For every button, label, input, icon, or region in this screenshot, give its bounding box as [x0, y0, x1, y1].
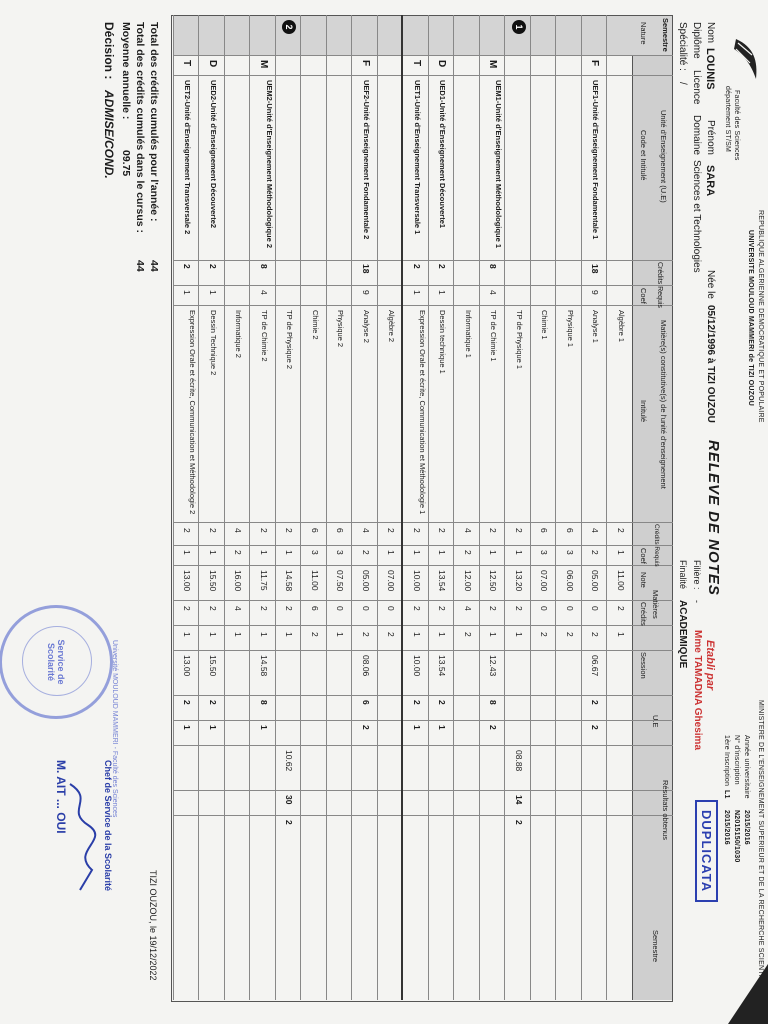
cell-ue: UEM1-Unité d'Enseignement Méthodologique 1: [494, 80, 504, 249]
cell-note: 05.00: [361, 570, 371, 592]
cell-mat: Analyse 2: [362, 310, 371, 343]
cell-ses: 2: [361, 632, 371, 637]
cell-s-cr: 30: [284, 795, 295, 805]
place-date: TIZI OUZOU, le 19/12/2022: [148, 870, 158, 981]
row-separator: [224, 15, 225, 1000]
cell-ses: 1: [182, 632, 193, 637]
header-semestre-group: Semestre: [651, 930, 660, 963]
university-logo-icon: [730, 35, 762, 83]
cell-mat: Algèbre 1: [617, 310, 626, 343]
cell-cr: 2: [284, 528, 295, 533]
col-divider: [173, 600, 673, 601]
cell-ue-coef: 4: [259, 290, 269, 295]
cell-mcr: 2: [616, 606, 626, 611]
cell-cr: 2: [182, 528, 193, 533]
header-credits-requis-2: Crédits Requis: [653, 524, 660, 567]
cell-mat: TP de Chimie 1: [489, 310, 499, 362]
header-matieres-group: Matières: [651, 590, 660, 619]
cell-coef: 2: [233, 550, 244, 555]
cell-cr: 2: [386, 528, 397, 533]
header-intitule: Intitulé: [639, 400, 648, 423]
header-note: Note: [639, 572, 648, 588]
row-separator: [173, 15, 174, 1000]
cell-coef: 3: [335, 550, 346, 555]
cell-mat: Dessin technique 1: [438, 310, 448, 374]
row-separator: [505, 15, 506, 1000]
cell-ue-coef: 1: [182, 290, 193, 295]
header-code: Code et Intitulé: [639, 130, 648, 181]
cell-mcr: 0: [539, 606, 550, 611]
cell-nat: M: [487, 60, 499, 69]
cell-mat: Expression Orale et écrite, Communication et Méthodologie 1: [418, 310, 427, 515]
cell-mat: Analyse 1: [591, 310, 601, 343]
prenom-label: Prénom: [705, 120, 716, 156]
cell-ses: 1: [412, 632, 422, 637]
duplicata-stamp: DUPLICATA: [695, 800, 718, 902]
cell-note: 13.00: [182, 570, 193, 592]
cell-ses: 2: [310, 632, 320, 637]
cell-ue-note: 08.06: [361, 655, 371, 677]
row-separator: [377, 15, 378, 1000]
row-separator: [454, 15, 455, 1000]
cell-coef: 3: [565, 550, 575, 555]
col-divider: [173, 305, 673, 306]
cell-mat: Chimie 1: [540, 310, 550, 340]
cell-ue-note: 15.50: [208, 655, 218, 677]
first-registration-year: 2015/2016: [723, 810, 730, 845]
finalite-label: Finalité: [678, 560, 688, 590]
registration-label: N° d'inscription: [733, 735, 740, 785]
cell-ue-cr: 8: [488, 264, 499, 269]
cell-ue-coef: 9: [590, 290, 601, 295]
cell-mat: Physique 1: [566, 310, 575, 348]
cell-mcr: 2: [412, 606, 422, 611]
filiere-value: -: [692, 600, 702, 603]
cell-coef: 1: [284, 550, 295, 555]
cell-mcr: 2: [259, 606, 269, 611]
academic-year: 2015/2016: [743, 810, 750, 845]
cell-cr: 4: [463, 528, 473, 533]
cell-ue-ses: 2: [488, 725, 499, 730]
cell-ue-cr: 2: [412, 264, 422, 269]
cell-mcr: 2: [284, 606, 295, 611]
cell-coef: 2: [463, 550, 473, 555]
cell-coef: 3: [310, 550, 320, 555]
cell-ses: 1: [514, 632, 524, 637]
cell-ue-coef: 4: [488, 290, 499, 295]
cell-ue-note: 13.00: [182, 655, 193, 677]
header-session: Session: [639, 652, 648, 679]
prenom-value: SARA: [704, 165, 716, 197]
cell-note: 11.00: [310, 570, 320, 591]
cell-s-ses: 2: [284, 820, 295, 825]
cell-ue-ses: 2: [590, 725, 601, 730]
cell-mat: Informatique 1: [464, 310, 473, 358]
cell-mcr: 2: [437, 606, 448, 611]
col-divider: [173, 625, 673, 626]
cell-note: 07.50: [335, 570, 346, 592]
cell-ue-ses: 1: [182, 725, 193, 730]
cell-mcr: 0: [361, 606, 371, 611]
row-separator: [581, 15, 582, 1000]
cell-ue-ses: 1: [208, 725, 218, 730]
cell-s-ses: 2: [514, 820, 524, 825]
cell-ue-cr-obt: 2: [412, 700, 422, 705]
cell-ue: UEF1-Unité d'Enseignement Fondamentale 1: [591, 80, 601, 240]
row-separator: [326, 15, 327, 1000]
cell-note: 07.00: [386, 570, 397, 592]
university-line: UNIVERSITE MOULOUD MAMMERI de TIZI OUZOU: [747, 230, 754, 406]
cell-coef: 1: [386, 550, 397, 555]
cell-coef: 1: [208, 550, 218, 555]
cell-s-note: 08.88: [514, 750, 524, 772]
cell-cr: 2: [259, 528, 269, 533]
cell-cr: 2: [412, 528, 422, 533]
cell-ue: UEF2-Unité d'Enseignement Fondamentale 2: [362, 80, 371, 240]
header-ue-group: U.E: [651, 715, 660, 728]
cell-nat: T: [411, 60, 422, 67]
row-separator: [199, 15, 200, 1000]
cell-ue-cr: 2: [437, 264, 448, 269]
row-separator: [352, 15, 353, 1000]
cell-ue-cr-obt: 2: [208, 700, 218, 705]
cell-ses: 1: [437, 632, 448, 637]
etabli-name: Mme TAMADNA Ghesima: [692, 630, 703, 751]
cell-cr: 4: [361, 528, 371, 533]
header-matieres: Matière(s) constitutive(s) de l'unité d'enseignement: [659, 320, 668, 489]
cell-ue-cr-obt: 8: [259, 700, 269, 705]
col-divider: [173, 55, 673, 56]
filiere-label: Filière :: [692, 560, 702, 590]
cell-ses: 2: [565, 632, 575, 637]
cell-mcr: 2: [182, 606, 193, 611]
cell-ses: 1: [284, 632, 295, 637]
cell-nat: F: [589, 60, 601, 67]
diplome-label: Diplôme: [691, 22, 702, 59]
row-separator: [250, 15, 251, 1000]
cell-note: 05.00: [590, 570, 601, 592]
cell-cr: 2: [488, 528, 499, 533]
cell-ses: 1: [335, 632, 346, 637]
cell-nat: F: [360, 60, 371, 67]
cell-coef: 1: [514, 550, 524, 555]
cell-cr: 2: [208, 528, 218, 533]
cell-ue-coef: 1: [208, 290, 218, 295]
cell-cr: 6: [565, 528, 575, 533]
cell-cr: 6: [310, 528, 320, 533]
cell-ue-cr: 18: [361, 264, 371, 274]
cell-coef: 2: [590, 550, 601, 555]
stamp-text: Service de Scolarité: [46, 639, 66, 685]
cell-cr: 4: [233, 528, 244, 533]
cell-coef: 1: [437, 550, 448, 555]
cell-ue-note: 14.58: [259, 655, 269, 677]
cell-ses: 1: [616, 632, 626, 637]
cell-mat: Algèbre 2: [387, 310, 397, 343]
row-separator: [275, 15, 276, 1000]
cell-cr: 4: [590, 528, 601, 533]
cell-cr: 2: [514, 528, 524, 533]
nom-label: Nom: [705, 22, 716, 44]
row-separator: [301, 15, 302, 1000]
cell-ses: 2: [539, 632, 550, 637]
cell-note: 15.50: [208, 570, 218, 592]
cell-nat: D: [436, 60, 448, 68]
col-divider: [173, 522, 673, 523]
department-line: département ST/SM: [724, 86, 731, 153]
cell-mcr: 0: [386, 606, 397, 611]
cell-coef: 1: [182, 550, 193, 555]
col-divider: [173, 545, 673, 546]
finalite-value: ACADEMIQUE: [677, 600, 688, 669]
cell-ue-cr-obt: 8: [488, 700, 499, 705]
cell-cr: 2: [616, 528, 626, 533]
cell-ue-ses: 1: [437, 725, 448, 730]
signature-name: M. AIT ... OUI: [54, 760, 68, 834]
cell-sem: 2: [283, 20, 297, 34]
cell-note: 07.00: [539, 570, 550, 592]
cell-ue-note: 13.54: [437, 655, 448, 677]
cell-ue-cr: 8: [259, 264, 269, 269]
cell-note: 10.00: [412, 570, 422, 592]
cell-ue: UET1-Unité d'Enseignement Transversale 1: [413, 80, 422, 235]
cell-ue-note: 10.00: [412, 655, 422, 677]
specialite-label: Spécialité :: [677, 22, 688, 71]
cell-note: 11.00: [616, 570, 626, 591]
ministry-line: MINISTERE DE L'ENSEIGNEMENT SUPERIEUR ET DE LA RECHERCHE SCIENTIFIQUE: [757, 700, 764, 1000]
cell-ses: 1: [208, 632, 218, 637]
scan-edge: [728, 964, 768, 1024]
header-credits-requis: Crédits Requis: [656, 262, 663, 308]
col-divider: [173, 565, 673, 566]
cell-s-note: 10.62: [284, 750, 295, 772]
cell-ue: UET2-Unité d'Enseignement Transversale 2: [183, 80, 193, 235]
cell-ue-note: 12.43: [488, 655, 499, 677]
header-nature: Nature: [639, 22, 648, 45]
decision-label: Décision :: [102, 22, 116, 80]
col-divider: [173, 790, 673, 791]
decision-value: ADMISE/COND.: [102, 90, 116, 179]
diplome-value: Licence: [691, 70, 702, 105]
first-registration-level: L1: [723, 790, 730, 799]
cell-nat: D: [207, 60, 218, 68]
cell-ue: UED1-Unité d'Enseignement Découverte1: [438, 80, 448, 229]
cell-ses: 1: [488, 632, 499, 637]
academic-year-label: Année universitaire: [743, 735, 750, 799]
university-stamp: [0, 605, 113, 719]
total-annee-value: 44: [148, 260, 160, 272]
cell-mat: Expression Orale et écrite, Communication et Méthodologie 2: [188, 310, 198, 515]
cell-note: 12.50: [488, 570, 499, 592]
cell-mcr: 2: [488, 606, 499, 611]
cell-mat: Physique 2: [336, 310, 346, 348]
col-divider: [173, 720, 673, 721]
cell-note: 12.00: [463, 570, 473, 592]
cell-note: 11.75: [259, 570, 269, 591]
cell-ue-ses: 2: [361, 725, 371, 730]
stamp-ring-text: Université MOULOUD MAMMERI - Faculté des Sciences: [111, 640, 118, 818]
total-annee-label: Total des crédits cumulés pour l'année :: [148, 22, 160, 222]
cell-coef: 1: [259, 550, 269, 555]
registration-number: N2015150/1030: [733, 810, 740, 863]
document-title: RELEVE DE NOTES: [705, 440, 722, 596]
cell-ue-note: 06.67: [590, 655, 601, 677]
total-cursus-label: Total des crédits cumulés dans le cursus :: [134, 22, 146, 234]
cell-note: 16.00: [233, 570, 244, 592]
header-credits: Crédits: [639, 602, 648, 626]
cell-coef: 1: [616, 550, 626, 555]
cell-note: 13.20: [514, 570, 524, 592]
cell-mcr: 0: [590, 606, 601, 611]
cell-mat: Informatique 2: [234, 310, 244, 358]
col-divider: [173, 815, 673, 816]
row-separator: [402, 15, 404, 1000]
cell-ue-cr-obt: 2: [182, 700, 193, 705]
col-divider: [173, 745, 673, 746]
cell-cr: 6: [335, 528, 346, 533]
cell-ue-coef: 1: [437, 290, 448, 295]
cell-ue: UED2-Unité d'Enseignement Découverte2: [209, 80, 218, 229]
chef-service: Chef de Service de la Scolarité: [103, 760, 113, 892]
cell-ses: 1: [259, 632, 269, 637]
nom-value: LOUNIS: [704, 48, 716, 90]
cell-sem: 1: [512, 20, 526, 34]
nee-value: 05/12/1996 à TIZI OUZOU: [705, 305, 716, 423]
cell-mcr: 4: [463, 606, 473, 611]
cell-ses: 2: [590, 632, 601, 637]
header-coef: Coef: [639, 288, 648, 304]
cell-ue-cr: 18: [590, 264, 601, 274]
cell-s-cr: 14: [514, 795, 524, 805]
header-resultats: Résultats obtenus: [661, 780, 670, 841]
domaine-label: Domaine: [691, 115, 702, 156]
cell-mat: Chimie 2: [311, 310, 320, 340]
cell-ue-coef: 9: [361, 290, 371, 295]
moyenne-value: 09.75: [120, 150, 132, 177]
cell-coef: 3: [539, 550, 550, 555]
cell-mat: Dessin Technique 2: [209, 310, 218, 376]
col-divider: [173, 695, 673, 696]
etabli-par: Etabli par: [704, 640, 716, 691]
cell-coef: 2: [361, 550, 371, 555]
header-semestre: Semestre: [661, 18, 670, 52]
cell-note: 13.54: [437, 570, 448, 592]
domaine-value: Sciences et Technologies: [691, 160, 702, 273]
row-separator: [530, 15, 531, 1000]
moyenne-label: Moyenne annuelle :: [120, 22, 132, 120]
cell-ses: 2: [463, 632, 473, 637]
cell-ue-cr-obt: 2: [437, 700, 448, 705]
row-separator: [556, 15, 557, 1000]
republic-line: REPUBLIQUE ALGERIENNE DEMOCRATIQUE ET POPULAIRE: [757, 210, 764, 423]
cell-mat: TP de Chimie 2: [260, 310, 269, 362]
row-separator: [428, 15, 429, 1000]
cell-mcr: 2: [208, 606, 218, 611]
cell-note: 06.00: [565, 570, 575, 592]
cell-ue: UEM2-Unité d'Enseignement Méthodologique 2: [265, 80, 274, 249]
col-divider: [173, 75, 673, 76]
cell-ue-ses: 1: [412, 725, 422, 730]
cell-ue-cr: 2: [182, 264, 193, 269]
total-cursus-value: 44: [134, 260, 146, 272]
cell-cr: 2: [437, 528, 448, 533]
cell-mcr: 2: [514, 606, 524, 611]
cell-mcr: 0: [565, 606, 575, 611]
cell-ue-coef: 1: [412, 290, 422, 295]
col-divider: [173, 260, 673, 261]
first-registration-label: 1ère Inscription: [723, 735, 730, 787]
cell-mcr: 4: [233, 606, 244, 611]
col-divider: [173, 285, 673, 286]
cell-nat: T: [181, 60, 193, 67]
specialite-value: /: [677, 82, 688, 85]
cell-mcr: 0: [335, 606, 346, 611]
cell-ue-cr: 2: [208, 264, 218, 269]
cell-note: 14.58: [284, 570, 295, 592]
cell-nat: M: [258, 60, 269, 69]
col-divider: [173, 650, 673, 651]
cell-ses: 2: [386, 632, 397, 637]
header-coef-2: Coef: [639, 548, 648, 564]
cell-ue-ses: 1: [259, 725, 269, 730]
faculty-line: Faculté des Sciences: [733, 90, 740, 161]
header-ue: Unité d'Enseignement (U.E): [659, 110, 668, 203]
cell-mat: TP de Physique 1: [515, 310, 524, 370]
cell-cr: 6: [539, 528, 550, 533]
row-separator: [479, 15, 480, 1000]
nee-label: Née le: [705, 270, 716, 299]
row-separator: [607, 15, 608, 1000]
cell-coef: 1: [488, 550, 499, 555]
cell-mat: TP de Physique 2: [285, 310, 295, 370]
cell-ses: 1: [233, 632, 244, 637]
cell-ue-cr-obt: 2: [590, 700, 601, 705]
cell-mcr: 6: [310, 606, 320, 611]
cell-coef: 1: [412, 550, 422, 555]
cell-ue-cr-obt: 6: [361, 700, 371, 705]
